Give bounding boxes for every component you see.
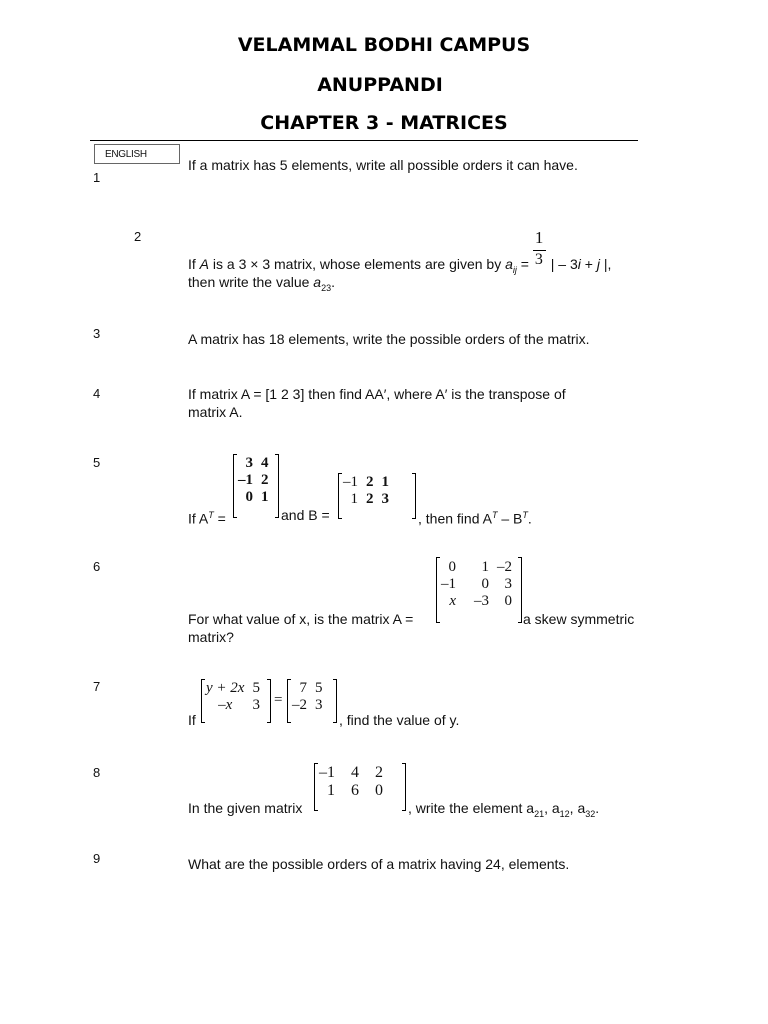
q5-pre: If A — [188, 510, 209, 527]
q8-sub1: 21 — [534, 808, 545, 819]
q2-text-a: If — [188, 256, 200, 272]
campus-location: ANUPPANDI — [317, 74, 443, 96]
q5-post-c: . — [527, 510, 532, 527]
q5-sup3: T — [522, 510, 528, 520]
question-number-8: 8 — [93, 765, 101, 780]
question-4-line-1: If matrix A = [1 2 3] then find AA′, where A′ is the transpose of — [188, 386, 566, 402]
q2-var-j: j — [596, 256, 600, 272]
question-8-pre: In the given matrix — [188, 800, 303, 816]
matrix-cell: –1 — [441, 576, 456, 592]
matrix-cell: –1 — [238, 472, 253, 488]
q5-matrix-B — [338, 474, 416, 518]
matrix-cell: –1 — [343, 474, 358, 490]
q2-aij-sub: ij — [512, 264, 517, 275]
question-number-1: 1 — [93, 170, 101, 185]
matrix-cell: 3 — [381, 491, 389, 507]
q5-sup1: T — [208, 510, 214, 520]
question-4-line-2: matrix A. — [188, 404, 243, 420]
question-7-pre: If — [188, 712, 196, 728]
q2-text-c: | – 3 — [546, 256, 578, 272]
question-1-text: If a matrix has 5 elements, write all possible orders it can have. — [188, 157, 578, 173]
question-number-3: 3 — [93, 326, 101, 341]
question-9-text: What are the possible orders of a matrix having 24, elements. — [188, 856, 570, 872]
q8-sub2: 12 — [559, 808, 570, 819]
matrix-cell: 2 — [261, 472, 269, 488]
matrix-cell: 1 — [381, 474, 389, 490]
q7-equals: = — [274, 692, 283, 708]
question-number-7: 7 — [93, 679, 101, 694]
question-6-line-2: matrix? — [188, 629, 234, 645]
matrix-cell: 3 — [504, 576, 512, 592]
matrix-cell: 5 — [252, 680, 260, 696]
q8-post-a: , write the element a — [408, 800, 535, 816]
question-8-post — [408, 799, 599, 823]
matrix-cell: 2 — [375, 764, 383, 781]
q2-var-i: i — [577, 256, 581, 272]
question-number-4: 4 — [93, 386, 101, 401]
matrix-cell: 0 — [481, 576, 489, 592]
matrix-cell: 2 — [366, 491, 374, 507]
matrix-cell: y + 2x — [206, 680, 245, 696]
matrix-cell: 2 — [366, 474, 374, 490]
matrix-cell: –1 — [319, 764, 335, 781]
question-3-text: A matrix has 18 elements, write the possible orders of the matrix. — [188, 331, 590, 347]
matrix-cell: 0 — [375, 782, 383, 799]
matrix-cell: 7 — [299, 680, 307, 696]
question-5-pre — [188, 506, 226, 528]
matrix-cell: 0 — [504, 593, 512, 609]
q8-post-b: . — [595, 800, 600, 816]
q5-eq: = — [213, 510, 226, 527]
q2-eq: = — [516, 256, 533, 272]
q2-fraction — [533, 228, 547, 273]
matrix-cell: x — [449, 593, 456, 609]
question-number-9: 9 — [93, 851, 101, 866]
matrix-cell: 1 — [481, 559, 489, 575]
q8-c2: , a — [569, 800, 586, 816]
question-6-pre: For what value of x, is the matrix A = — [188, 611, 414, 627]
q2-var-A: A — [199, 256, 210, 272]
matrix-cell: –3 — [474, 593, 489, 609]
matrix-cell: –x — [218, 697, 233, 713]
q2-frac-num: 1 — [534, 228, 544, 247]
q2-a23: a — [313, 274, 322, 290]
q5-sup2: T — [491, 510, 498, 520]
q2-a23-sub: 23 — [321, 282, 332, 293]
question-5-post — [418, 506, 532, 528]
q2-line2a: then write the value — [188, 274, 314, 290]
q6-matrix-A — [436, 558, 522, 622]
matrix-cell: 1 — [350, 491, 358, 507]
school-name: VELAMMAL BODHI CAMPUS — [237, 34, 531, 56]
matrix-cell: 3 — [315, 697, 323, 713]
q2-line2b: . — [331, 274, 335, 290]
q2-aij: a — [505, 256, 513, 272]
matrix-cell: –2 — [292, 697, 307, 713]
matrix-cell: 5 — [315, 680, 323, 696]
matrix-cell: 4 — [261, 455, 269, 471]
question-number-6: 6 — [93, 559, 101, 574]
matrix-cell: 1 — [327, 782, 335, 799]
q5-post-a: , then find A — [418, 510, 492, 527]
header-divider — [90, 140, 638, 141]
q5-post-b: – B — [497, 510, 523, 527]
q2-plus: + — [580, 256, 597, 272]
q7-matrix-right — [287, 680, 337, 722]
question-6-post: a skew symmetric — [523, 611, 635, 627]
q7-matrix-left — [201, 680, 271, 722]
matrix-cell: 0 — [448, 559, 456, 575]
q8-c1: , a — [544, 800, 560, 816]
matrix-cell: 0 — [245, 489, 253, 505]
language-tab[interactable]: ENGLISH — [94, 144, 180, 164]
matrix-cell: 3 — [245, 455, 253, 471]
matrix-cell: 6 — [351, 782, 359, 799]
q2-text-d: |, — [599, 256, 612, 272]
matrix-cell: 4 — [351, 764, 359, 781]
q5-matrix-AT — [233, 455, 279, 517]
matrix-cell: –2 — [497, 559, 512, 575]
question-5-and: and B = — [281, 507, 330, 523]
matrix-cell: 3 — [252, 697, 260, 713]
matrix-cell: 1 — [261, 489, 269, 505]
question-2-line-2 — [188, 273, 335, 297]
question-number-2: 2 — [134, 229, 142, 244]
question-7-post: , find the value of y. — [339, 712, 460, 728]
q2-frac-den: 3 — [534, 251, 543, 268]
q8-matrix — [314, 764, 406, 810]
chapter-title: CHAPTER 3 - MATRICES — [260, 112, 508, 134]
question-number-5: 5 — [93, 455, 101, 470]
q2-text-b: is a 3 × 3 matrix, whose elements are given by — [209, 256, 506, 272]
q8-sub3: 32 — [585, 808, 596, 819]
